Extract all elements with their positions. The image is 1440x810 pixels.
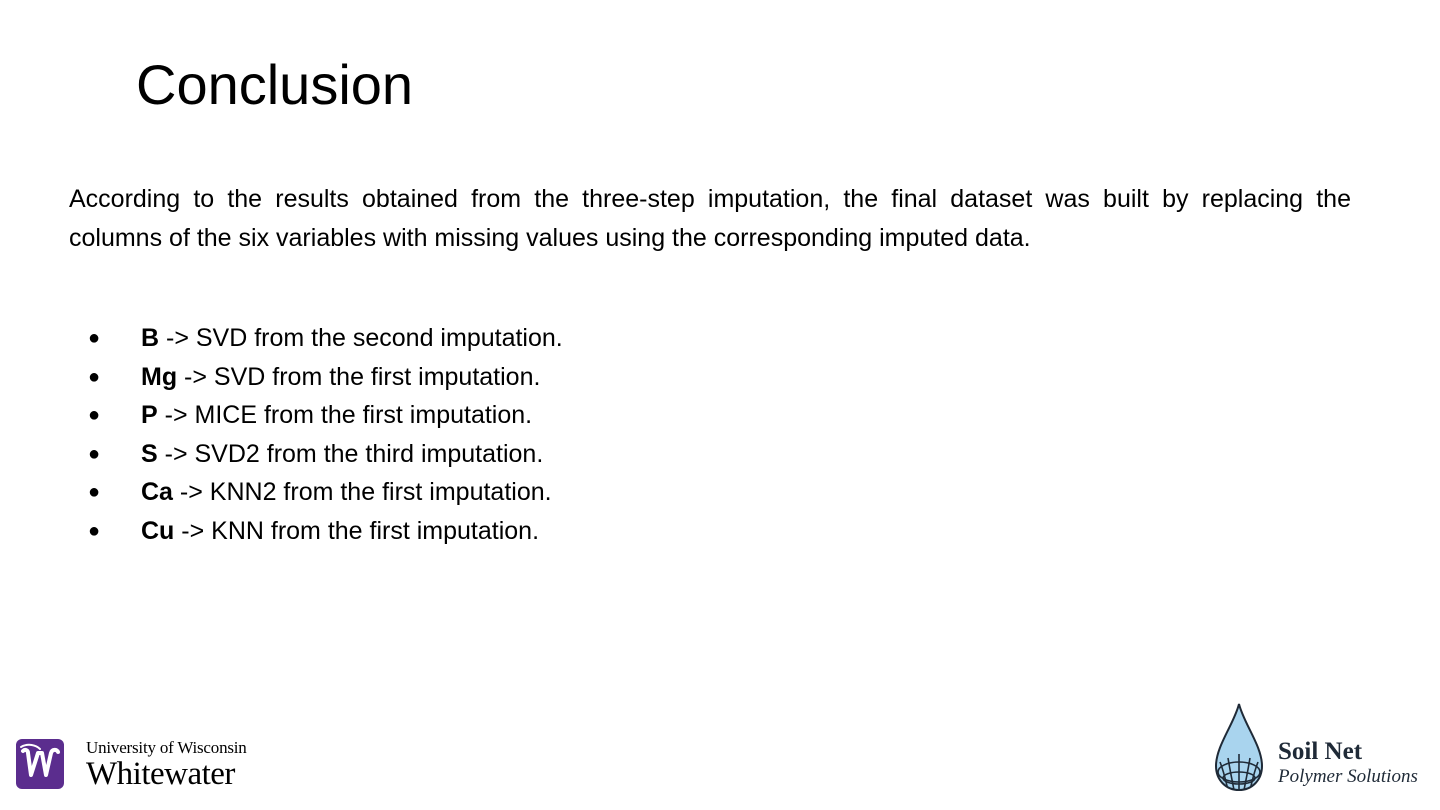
bullet-icon: ● [88,481,101,504]
item-text: -> SVD2 from the third imputation. [157,439,544,468]
bullet-icon: ● [88,327,101,349]
variable-name: P [141,401,158,430]
variable-name: Mg [141,362,178,391]
soil-net-name: Soil Net [1278,738,1363,765]
uw-whitewater-logo [16,736,247,792]
imputation-list [88,319,563,551]
item-text: -> KNN2 from the first imputation. [172,478,552,507]
soil-net-logo [1214,700,1418,792]
list-item [88,435,563,474]
item-text: -> SVD from the second imputation. [159,324,563,352]
list-item [88,473,563,512]
soil-net-subtitle: Polymer Solutions [1278,766,1418,787]
list-item [88,396,563,435]
list-item [88,512,563,551]
uw-w-logo-icon [16,739,64,789]
item-text: -> MICE from the first imputation. [157,401,533,430]
uw-logo-line2: Whitewater [86,756,235,792]
water-drop-globe-icon [1214,702,1264,792]
list-item [88,358,563,397]
list-item [88,319,563,358]
bullet-icon: ● [88,365,101,388]
variable-name: B [141,324,160,352]
variable-name: Cu [141,516,175,545]
bullet-icon: ● [88,442,101,465]
bullet-icon: ● [88,519,101,542]
variable-name: S [141,439,158,468]
intro-paragraph: According to the results obtained from the three-step imputation, the final dataset was built by replacing the columns of the six variables with missing values using the corresponding imputed data. [69,185,1351,252]
variable-name: Ca [141,478,173,507]
item-text: -> SVD from the first imputation. [177,362,541,391]
item-text: -> KNN from the first imputation. [174,516,540,545]
uw-logo-line1: University of Wisconsin [86,738,247,757]
slide-title: Conclusion [136,53,414,116]
bullet-icon: ● [88,404,101,427]
